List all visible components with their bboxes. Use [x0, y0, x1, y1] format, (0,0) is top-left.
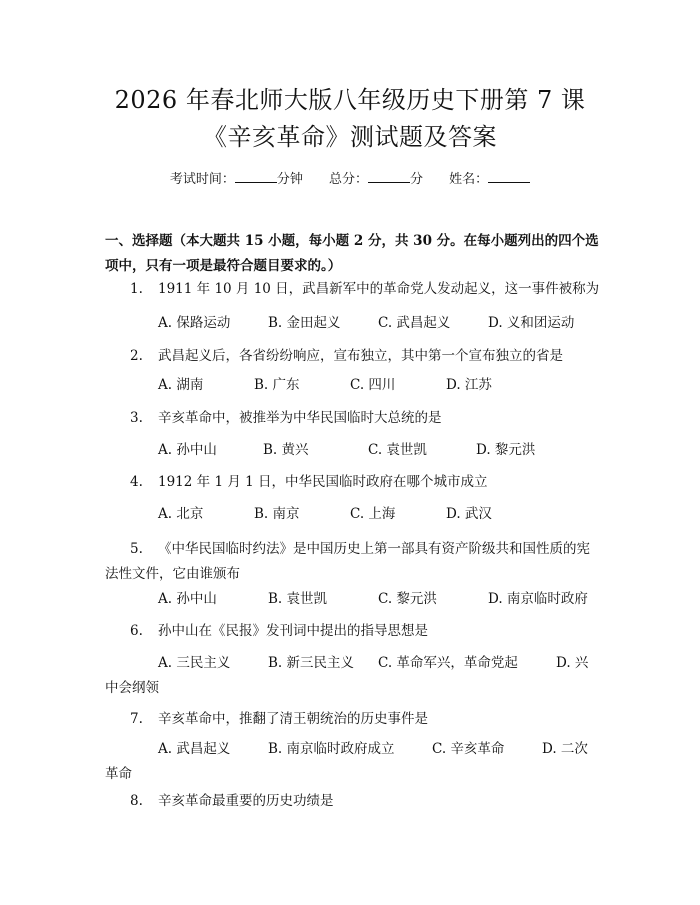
- question-1: [130, 277, 600, 302]
- time-label: 考试时间：: [169, 172, 235, 187]
- question-6: [130, 619, 600, 644]
- option-a[interactable]: A. 孙中山: [158, 442, 217, 458]
- question-number: 7.: [130, 711, 143, 727]
- score-blank: [368, 170, 410, 183]
- question-text: 辛亥革命最重要的历史功绩是: [158, 793, 334, 809]
- option-c[interactable]: C. 袁世凯: [368, 442, 427, 458]
- question-text: 1911 年 10 月 10 日，武昌新军中的革命党人发动起义，这一事件被称为: [158, 281, 600, 297]
- score-label: 总分：: [328, 172, 368, 187]
- question-text: 1912 年 1 月 1 日，中华民国临时政府在哪个城市成立: [158, 474, 488, 490]
- option-b[interactable]: B. 金田起义: [268, 315, 341, 331]
- question-number: 3.: [130, 410, 143, 426]
- name-blank: [488, 170, 530, 183]
- time-blank: [235, 170, 277, 183]
- question-number: 1.: [130, 281, 143, 297]
- option-d[interactable]: D. 武汉: [446, 506, 492, 522]
- option-a[interactable]: A. 湖南: [158, 377, 204, 393]
- question-6-options: [105, 651, 595, 701]
- option-b[interactable]: B. 广东: [254, 377, 300, 393]
- option-a[interactable]: A. 武昌起义: [158, 741, 231, 757]
- question-3: [130, 406, 600, 431]
- document-title-line2: 《辛亥革命》测试题及答案: [203, 123, 497, 151]
- question-number: 8.: [130, 793, 143, 809]
- question-2-options: [158, 373, 492, 398]
- question-2: [130, 344, 600, 369]
- option-a[interactable]: A. 北京: [158, 506, 204, 522]
- option-b[interactable]: B. 南京临时政府成立: [268, 741, 395, 757]
- option-a[interactable]: A. 保路运动: [158, 315, 231, 331]
- option-c[interactable]: C. 革命军兴，革命党起: [378, 655, 518, 671]
- option-a[interactable]: A. 孙中山: [158, 591, 217, 607]
- option-b[interactable]: B. 南京: [254, 506, 300, 522]
- time-unit: 分钟: [276, 172, 303, 187]
- name-label: 姓名：: [449, 172, 489, 187]
- section-heading: [105, 229, 605, 279]
- option-d[interactable]: D. 兴: [556, 655, 589, 671]
- option-b[interactable]: B. 黄兴: [263, 442, 309, 458]
- option-d[interactable]: D. 黎元洪: [476, 442, 536, 458]
- question-text: 武昌起义后，各省纷纷响应，宣布独立，其中第一个宣布独立的省是: [158, 348, 563, 364]
- question-text-line2: 法性文件，它由谁颁布: [105, 566, 240, 582]
- question-8: [130, 789, 600, 814]
- question-text-line1: [105, 537, 595, 562]
- option-a[interactable]: A. 三民主义: [158, 655, 231, 671]
- option-c[interactable]: C. 武昌起义: [378, 315, 451, 331]
- option-c[interactable]: C. 黎元洪: [378, 591, 437, 607]
- section-heading-line1: 一、选择题（本大题共 15 小题，每小题 2 分，共 30 分。在每小题列出的四个选: [105, 233, 599, 249]
- question-number: 5.: [130, 541, 143, 557]
- question-text: 辛亥革命中，被推举为中华民国临时大总统的是: [158, 410, 442, 426]
- options-line: [105, 737, 595, 762]
- option-c[interactable]: C. 四川: [350, 377, 396, 393]
- question-number: 2.: [130, 348, 143, 364]
- question-number: 6.: [130, 623, 143, 639]
- option-d-continued: 革命: [105, 766, 132, 782]
- option-b[interactable]: B. 袁世凯: [268, 591, 328, 607]
- score-field: [329, 172, 423, 187]
- exam-meta: [0, 170, 700, 189]
- question-3-options: [158, 438, 535, 463]
- score-unit: 分: [410, 172, 424, 187]
- question-text: 辛亥革命中，推翻了清王朝统治的历史事件是: [158, 711, 428, 727]
- question-text: 孙中山在《民报》发刊词中提出的指导思想是: [158, 623, 428, 639]
- option-d[interactable]: D. 江苏: [446, 377, 492, 393]
- options-line: [105, 651, 595, 676]
- question-4-options: [158, 502, 492, 527]
- exam-time-field: [170, 172, 303, 187]
- question-5-options: [158, 587, 588, 612]
- question-5: [105, 537, 595, 587]
- option-d[interactable]: D. 二次: [542, 741, 588, 757]
- question-text: 《中华民国临时约法》是中国历史上第一部具有资产阶级共和国性质的宪: [158, 541, 590, 557]
- question-7-options: [105, 737, 595, 787]
- question-7: [130, 707, 600, 732]
- option-d[interactable]: D. 义和团运动: [488, 315, 575, 331]
- question-1-options: [158, 311, 574, 336]
- option-d-continued: 中会纲领: [105, 680, 159, 696]
- option-c[interactable]: C. 上海: [350, 506, 396, 522]
- option-b[interactable]: B. 新三民主义: [268, 655, 355, 671]
- document-title-line1: 2026 年春北师大版八年级历史下册第 7 课: [114, 86, 586, 114]
- question-number: 4.: [130, 474, 143, 490]
- option-c[interactable]: C. 辛亥革命: [432, 741, 505, 757]
- name-field: [449, 172, 530, 187]
- question-4: [130, 470, 600, 495]
- option-d[interactable]: D. 南京临时政府: [488, 591, 588, 607]
- section-heading-line2: 项中，只有一项是最符合题目要求的。）: [105, 258, 342, 274]
